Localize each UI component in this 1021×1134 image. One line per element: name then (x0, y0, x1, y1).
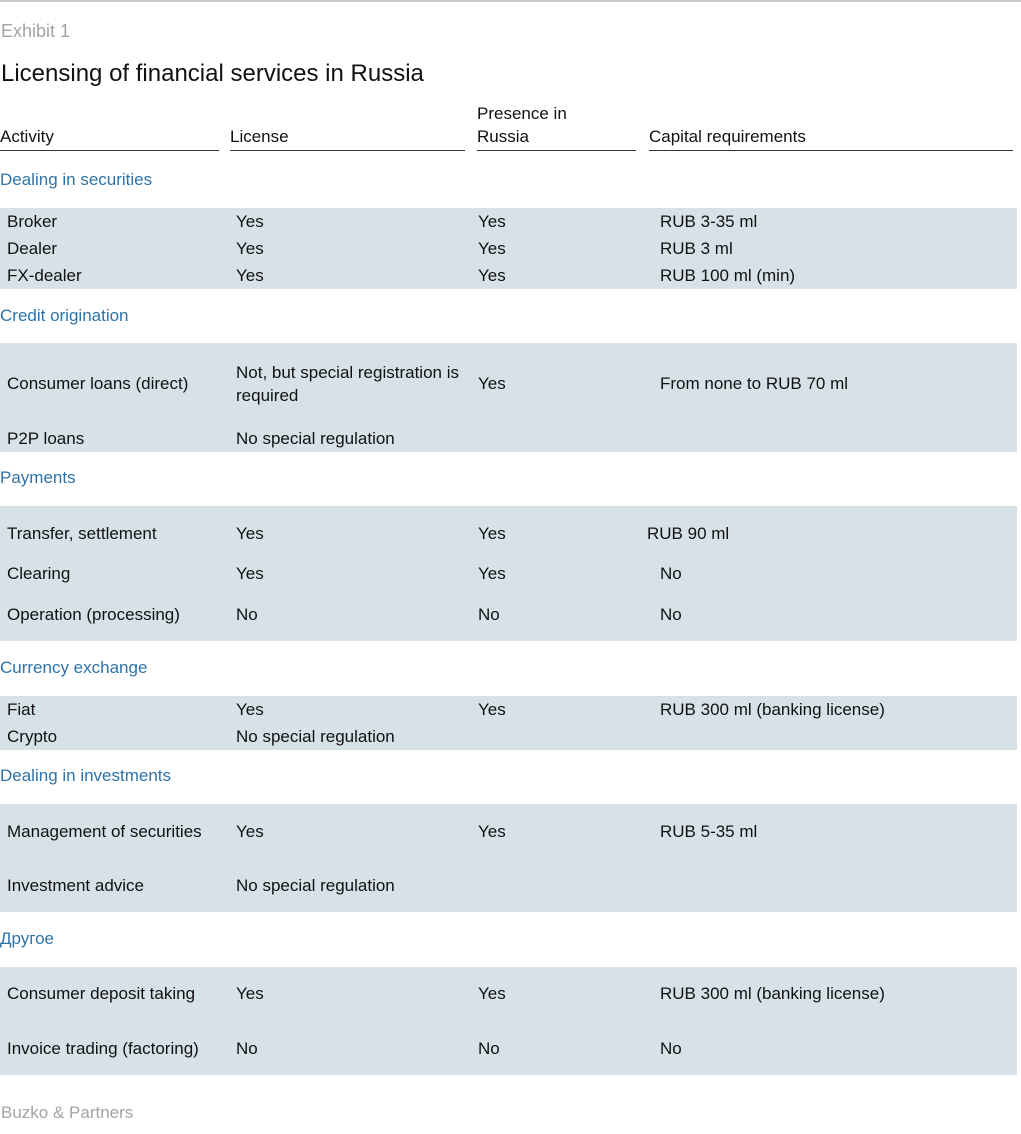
cell-activity: Clearing (7, 564, 71, 583)
cell-activity: FX-dealer (7, 266, 82, 285)
section-header: Dealing in securities (0, 170, 153, 189)
section-header: Dealing in investments (0, 766, 172, 785)
cell-activity: Dealer (7, 239, 58, 258)
cell-license: No (236, 605, 258, 624)
cell-presence: Yes (478, 984, 506, 1003)
exhibit-label: Exhibit 1 (1, 21, 71, 41)
cell-activity: Management of securities (7, 822, 202, 841)
cell-presence: Yes (478, 700, 506, 719)
cell-capital: No (660, 564, 682, 583)
cell-activity: Broker (7, 212, 58, 231)
cell-presence: No (478, 605, 500, 624)
section-header: Currency exchange (0, 658, 148, 677)
cell-license: Yes (236, 212, 264, 231)
cell-capital: RUB 300 ml (banking license) (660, 984, 885, 1003)
top-rule (0, 0, 1021, 2)
cell-license: No special regulation (236, 876, 395, 895)
cell-presence: No (478, 1039, 500, 1058)
column-header-license-label: License (230, 127, 289, 146)
cell-activity: P2P loans (7, 429, 85, 448)
cell-activity: Operation (processing) (7, 605, 180, 624)
cell-presence: Yes (478, 212, 506, 231)
column-header-capital (649, 100, 1013, 151)
section-header: Другое (0, 929, 55, 948)
cell-license: Yes (236, 984, 264, 1003)
cell-license: Yes (236, 239, 264, 258)
cell-presence: Yes (478, 822, 506, 841)
cell-activity: Consumer loans (direct) (7, 374, 189, 393)
cell-presence: Yes (478, 564, 506, 583)
cell-capital: RUB 90 ml (647, 524, 730, 543)
cell-capital: From none to RUB 70 ml (660, 374, 849, 393)
cell-license: Yes (236, 564, 264, 583)
section-band (0, 208, 1017, 289)
cell-license: No special regulation (236, 727, 395, 746)
cell-presence: Yes (478, 266, 506, 285)
cell-capital: No (660, 1039, 682, 1058)
cell-capital: RUB 3 ml (660, 239, 733, 258)
cell-capital: RUB 100 ml (min) (660, 266, 796, 285)
cell-capital: RUB 5-35 ml (660, 822, 758, 841)
column-header-activity (0, 100, 219, 151)
section-band (0, 343, 1017, 452)
cell-activity: Fiat (7, 700, 36, 719)
cell-activity: Invoice trading (factoring) (7, 1039, 199, 1058)
source-credit: Buzko & Partners (1, 1103, 134, 1122)
cell-activity: Transfer, settlement (7, 524, 157, 543)
column-header-capital-label: Capital requirements (649, 127, 806, 146)
cell-capital: RUB 3-35 ml (660, 212, 758, 231)
cell-activity: Investment advice (7, 876, 145, 895)
cell-presence: Yes (478, 524, 506, 543)
section-header: Payments (0, 468, 76, 487)
cell-license: Yes (236, 266, 264, 285)
column-header-presence-label: Presence in Russia (477, 104, 567, 146)
cell-license: Yes (236, 700, 264, 719)
cell-presence: Yes (478, 374, 506, 393)
cell-capital: RUB 300 ml (banking license) (660, 700, 885, 719)
column-header-presence (477, 100, 636, 151)
cell-activity: Consumer deposit taking (7, 984, 196, 1003)
cell-license: Yes (236, 524, 264, 543)
column-header-license (230, 100, 465, 151)
cell-presence: Yes (478, 239, 506, 258)
cell-activity: Crypto (7, 727, 58, 746)
cell-capital: No (660, 605, 682, 624)
cell-license: No (236, 1039, 258, 1058)
cell-license: Not, but special registration is required (236, 363, 459, 405)
cell-license: No special regulation (236, 429, 395, 448)
cell-license: Yes (236, 822, 264, 841)
page-title: Licensing of financial services in Russia (1, 60, 424, 87)
section-header: Credit origination (0, 306, 129, 325)
column-header-activity-label: Activity (0, 127, 54, 146)
